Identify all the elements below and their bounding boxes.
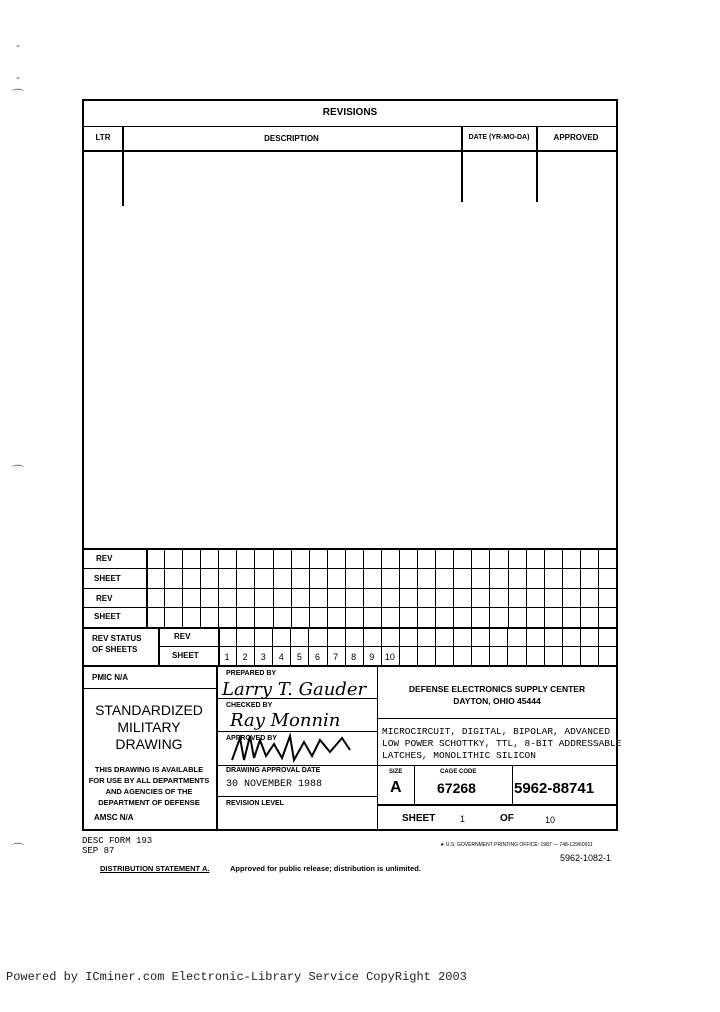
sheet-number-cell: 8	[351, 652, 357, 662]
availability-notice	[82, 764, 216, 808]
grid-divider	[417, 548, 418, 627]
powered-by-watermark: Powered by ICminer.com Electronic-Library Service CopyRight 2003	[6, 970, 467, 984]
form-id	[82, 836, 152, 856]
sheet-number-cell: 10	[384, 652, 395, 662]
sheet-label: SHEET	[94, 612, 121, 621]
col-description: DESCRIPTION	[264, 134, 319, 143]
drawing-title-line: STANDARDIZED	[95, 702, 203, 718]
col-ltr: LTR	[95, 133, 111, 142]
grid-divider	[544, 627, 545, 665]
drawing-description	[382, 726, 621, 762]
col-approved: APPROVED	[553, 133, 599, 142]
availability-line: THIS DRAWING IS AVAILABLE	[94, 765, 204, 774]
rev-label: REV	[96, 554, 113, 563]
drawing-title-line: MILITARY	[117, 719, 181, 735]
grid-divider	[164, 548, 165, 627]
grid-divider	[562, 548, 563, 627]
drawing-title-line: DRAWING	[115, 736, 183, 752]
drawing-title	[82, 702, 216, 753]
prepared-signature: Larry T. Gauder	[222, 679, 367, 700]
checked-by-label: CHECKED BY	[226, 702, 273, 709]
rev-status-label: REV STATUS	[92, 634, 142, 643]
prepared-by-label: PREPARED BY	[226, 670, 277, 677]
sheet-total: 10	[545, 815, 556, 825]
sheet-label: SHEET	[94, 574, 121, 583]
margin-mark: -	[16, 70, 20, 84]
grid-divider	[489, 627, 490, 665]
grid-divider	[182, 548, 183, 627]
sheet-number-cell: 4	[278, 652, 284, 662]
grid-divider	[544, 548, 545, 627]
margin-mark: ⌒	[12, 88, 25, 102]
form-number: 5962-1082-1	[560, 853, 612, 863]
grid-divider	[453, 548, 454, 627]
revision-level-label: REVISION LEVEL	[226, 800, 284, 807]
sheet-number-cell: 9	[369, 652, 375, 662]
approval-date: 30 NOVEMBER 1988	[226, 779, 323, 790]
grid-divider	[507, 627, 508, 665]
grid-divider	[399, 627, 400, 665]
grid-divider	[580, 548, 581, 627]
sheet-label: SHEET	[172, 651, 199, 660]
form-id-line: DESC FORM 193	[82, 836, 153, 846]
of-label: OF	[500, 813, 514, 824]
grid-divider	[381, 548, 382, 627]
approval-signature-scribble	[230, 730, 360, 770]
margin-mark: ⌒	[12, 464, 25, 478]
checked-signature: Ray Monnin	[230, 710, 341, 731]
form-id-line: SEP 87	[82, 846, 115, 856]
grid-divider	[236, 548, 237, 627]
grid-divider	[200, 548, 201, 627]
distribution-label: DISTRIBUTION STATEMENT A.	[100, 864, 210, 873]
sheet-number-cell: 6	[314, 652, 320, 662]
col-date: DATE (YR-MO-DA)	[468, 134, 530, 141]
of-sheets-label: OF SHEETS	[92, 645, 138, 654]
sheet-number-cell: 3	[260, 652, 266, 662]
availability-line: FOR USE BY ALL DEPARTMENTS	[88, 776, 210, 785]
grid-divider	[598, 627, 599, 665]
grid-divider	[399, 548, 400, 627]
revisions-title: REVISIONS	[322, 107, 378, 118]
agency-name: DEFENSE ELECTRONICS SUPPLY CENTER	[408, 684, 586, 694]
document-number: 5962-88741	[514, 780, 595, 797]
grid-divider	[508, 548, 509, 627]
sheet-number-cell: 2	[242, 652, 248, 662]
cage-code-label: CAGE CODE	[440, 769, 477, 775]
margin-mark: ⌒	[12, 842, 25, 856]
grid-divider	[435, 548, 436, 627]
approved-by-label: APPROVED BY	[226, 735, 277, 742]
grid-divider	[526, 627, 527, 665]
sheet-number-cell: 1	[224, 652, 230, 662]
size-value: A	[390, 779, 402, 796]
size-label: SIZE	[389, 769, 403, 775]
grid-divider	[580, 627, 581, 665]
grid-divider	[471, 548, 472, 627]
grid-divider	[254, 548, 255, 627]
amsc-label: AMSC N/A	[94, 813, 134, 822]
sheet-number-cell: 7	[333, 652, 339, 662]
grid-divider	[489, 548, 490, 627]
sheet-label: SHEET	[402, 813, 436, 824]
description-line: LOW POWER SCHOTTKY, TTL, 8-BIT ADDRESSABLE	[382, 738, 622, 749]
grid-divider	[345, 548, 346, 627]
sheet-number: 1	[460, 814, 466, 824]
description-line: LATCHES, MONOLITHIC SILICON	[382, 750, 536, 761]
rev-label: REV	[174, 632, 191, 641]
grid-divider	[218, 548, 219, 627]
grid-divider	[309, 548, 310, 627]
grid-divider	[417, 627, 418, 665]
availability-line: DEPARTMENT OF DEFENSE	[98, 798, 200, 807]
distribution-text: Approved for public release; distribution is unlimited.	[230, 864, 421, 873]
grid-divider	[471, 627, 472, 665]
grid-divider	[562, 627, 563, 665]
sheet-number-cell: 5	[296, 652, 302, 662]
availability-line: AND AGENCIES OF THE	[105, 787, 193, 796]
rev-label: REV	[96, 594, 113, 603]
grid-divider	[453, 627, 454, 665]
margin-mark: -	[16, 38, 20, 52]
agency-address: DAYTON, OHIO 45444	[453, 696, 541, 706]
grid-divider	[327, 548, 328, 627]
grid-divider	[435, 627, 436, 665]
pmic-label: PMIC N/A	[92, 673, 128, 682]
grid-divider	[273, 548, 274, 627]
approval-date-label: DRAWING APPROVAL DATE	[226, 767, 321, 774]
grid-divider	[598, 548, 599, 627]
grid-divider	[291, 548, 292, 627]
description-line: MICROCIRCUIT, DIGITAL, BIPOLAR, ADVANCED	[382, 726, 611, 737]
cage-code: 67268	[437, 780, 476, 796]
gpo-notice: ★ U.S. GOVERNMENT PRINTING OFFICE: 1987 — 748-129/60911	[440, 842, 593, 848]
grid-divider	[363, 548, 364, 627]
grid-divider	[526, 548, 527, 627]
